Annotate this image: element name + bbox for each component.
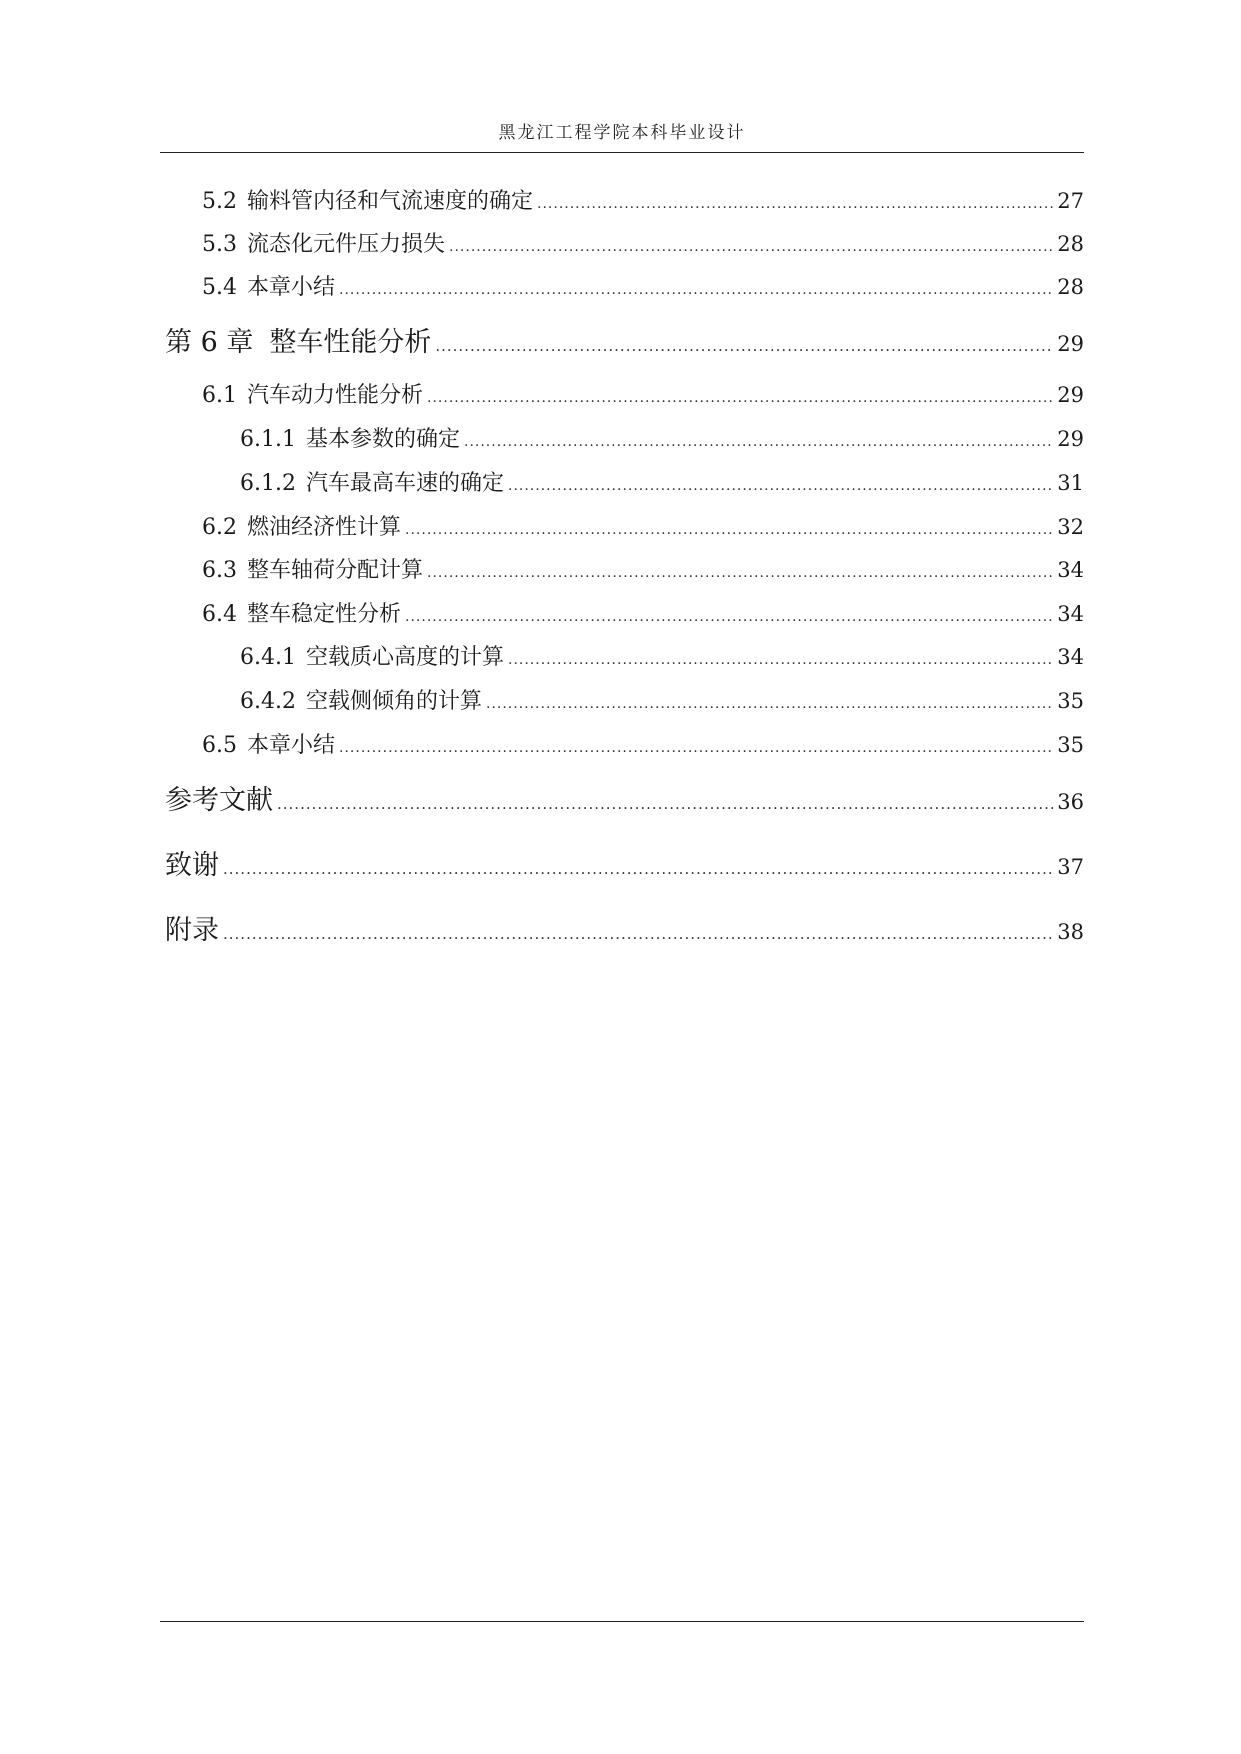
toc-entry[interactable]: [240, 466, 1084, 497]
toc-entry-number: 第 6 章: [165, 327, 254, 358]
toc-entry-page: 31: [1057, 471, 1084, 495]
toc-entry-page: 38: [1057, 920, 1084, 944]
toc-entry[interactable]: [240, 640, 1084, 671]
header-rule: [160, 152, 1084, 153]
toc-entry-page: 34: [1057, 558, 1084, 582]
toc-entry-title: 本章小结: [247, 275, 336, 300]
toc-entry-number: 6.4.1: [240, 645, 296, 670]
toc-entry-number: 5.4: [202, 275, 237, 300]
toc-entry-title: 整车轴荷分配计算: [247, 558, 424, 583]
toc-entry-number: 6.5: [202, 733, 237, 758]
toc-entry-number: 6.1.1: [240, 427, 296, 452]
toc-entry-page: 36: [1057, 790, 1084, 814]
toc-entry-title: 基本参数的确定: [305, 427, 460, 452]
toc-entry[interactable]: [202, 597, 1084, 628]
toc-entry-number: 6.1: [202, 383, 237, 408]
toc-entry-title: 输料管内径和气流速度的确定: [247, 189, 534, 214]
toc-entry-page: 29: [1057, 427, 1084, 451]
toc-entry-number: 6.1.2: [240, 471, 296, 496]
toc-leader-dots: [405, 609, 1054, 625]
toc-entry[interactable]: [202, 378, 1084, 409]
toc-entry-page: 29: [1057, 332, 1084, 356]
toc-entry-number: 6.2: [202, 515, 237, 540]
toc-leader-dots: [223, 925, 1054, 943]
toc-entry-page: 35: [1057, 689, 1084, 713]
toc-leader-dots: [486, 696, 1054, 712]
toc-entry[interactable]: [240, 684, 1084, 715]
toc-entry-number: 6.4.2: [240, 689, 296, 714]
toc-entry[interactable]: [202, 270, 1084, 301]
toc-entry-title: 致谢: [165, 850, 219, 881]
toc-entry-page: 32: [1057, 515, 1084, 539]
toc-leader-dots: [427, 390, 1054, 406]
toc-entry[interactable]: [202, 227, 1084, 258]
toc-entry-title: 整车性能分析: [269, 327, 432, 358]
toc-entry-page: 28: [1057, 275, 1084, 299]
toc-entry-number: 6.4: [202, 602, 237, 627]
running-head-title: 黑龙江工程学院本科毕业设计: [498, 123, 746, 143]
toc-leader-dots: [508, 652, 1054, 668]
toc-leader-dots: [427, 565, 1054, 581]
toc-entry-appendix[interactable]: [165, 908, 1084, 947]
toc-entry[interactable]: [202, 728, 1084, 759]
toc-entry-title: 参考文献: [165, 785, 273, 816]
toc-entry-number: 6.3: [202, 558, 237, 583]
toc-entry[interactable]: [202, 510, 1084, 541]
toc-entry-title: 空载质心高度的计算: [305, 645, 504, 670]
toc-entry-title: 流态化元件压力损失: [247, 232, 446, 257]
toc-leader-dots: [223, 860, 1054, 878]
toc-leader-dots: [277, 795, 1054, 813]
toc-entry[interactable]: [240, 422, 1084, 453]
toc-entry-page: 28: [1057, 232, 1084, 256]
toc-entry-acknowledgements[interactable]: [165, 843, 1084, 882]
toc-leader-dots: [405, 522, 1054, 538]
toc-entry-title: 附录: [165, 915, 219, 946]
toc-entry-title: 空载侧倾角的计算: [305, 689, 482, 714]
toc-entry-title: 整车稳定性分析: [247, 602, 402, 627]
toc-entry-page: 37: [1057, 855, 1084, 879]
toc-entry-number: 5.2: [202, 189, 237, 214]
toc-leader-dots: [464, 434, 1054, 450]
footer-rule: [160, 1621, 1084, 1622]
toc-leader-dots: [537, 196, 1054, 212]
toc-entry-title: 汽车动力性能分析: [247, 383, 424, 408]
toc-entry-chapter[interactable]: [165, 320, 1084, 359]
toc-leader-dots: [449, 239, 1054, 255]
toc-entry-page: 34: [1057, 602, 1084, 626]
toc-entry-number: 5.3: [202, 232, 237, 257]
toc-entry-page: 27: [1057, 189, 1084, 213]
toc-leader-dots: [339, 740, 1054, 756]
toc-entry-title: 汽车最高车速的确定: [305, 471, 504, 496]
toc-entry[interactable]: [202, 553, 1084, 584]
toc-entry-title: 本章小结: [247, 733, 336, 758]
toc-entry-page: 34: [1057, 645, 1084, 669]
toc-entry-page: 35: [1057, 733, 1084, 757]
toc-entry-page: 29: [1057, 383, 1084, 407]
toc-leader-dots: [508, 478, 1054, 494]
toc-leader-dots: [435, 337, 1054, 355]
toc-entry-title: 燃油经济性计算: [247, 515, 402, 540]
toc-entry-references[interactable]: [165, 778, 1084, 817]
toc-leader-dots: [339, 282, 1054, 298]
toc-entry[interactable]: [202, 184, 1084, 215]
